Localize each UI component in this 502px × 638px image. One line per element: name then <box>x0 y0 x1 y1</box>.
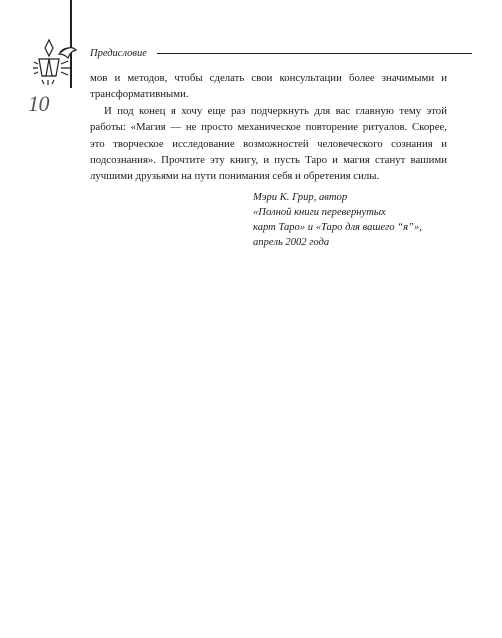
running-head-title: Предисловие <box>90 48 147 59</box>
signature-line-1: Мэри К. Грир, автор <box>253 192 348 203</box>
page-number: 10 <box>28 91 49 116</box>
signature-block <box>253 190 453 250</box>
paragraph-1: мов и методов, чтобы сделать свои консультации более значимыми и трансформативными. <box>90 72 447 101</box>
signature-line-3: карт Таро» и «Таро для вашего “я”», <box>253 222 422 233</box>
body-text <box>90 70 447 185</box>
running-head-rule <box>157 53 472 54</box>
paragraph-2: И под конец я хочу еще раз подчеркнуть для вас главную тему этой работы: «Магия — не просто механическое повторение ритуалов. Скорее, это творческое исследование возможностей человеческого сознания и подсознания». Прочтите эту книгу, и пусть Таро и магия станут вашими лучшими друзьями на пути понимания себя и обретения силы. <box>90 104 447 183</box>
signature-line-2: «Полной книги перевернутых <box>253 207 386 218</box>
running-head <box>90 48 472 66</box>
crystal-ornament-icon <box>32 34 78 86</box>
signature-line-4: апрель 2002 года <box>253 237 330 248</box>
